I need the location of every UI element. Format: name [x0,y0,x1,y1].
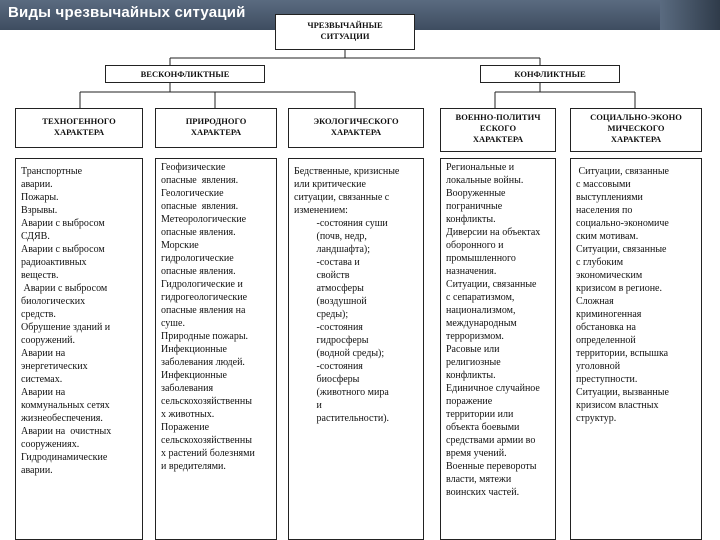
detail-line: структур. [576,413,617,424]
detail-line: сооружениях. [21,439,80,450]
category-ecological [288,108,424,148]
category-line: ХАРАКТЕРА [53,127,105,137]
detail-line: Сложная [576,296,614,307]
conflict-box [480,65,620,83]
category-technogenic [15,108,143,148]
detail-line: власти, мятежи [446,474,512,485]
detail-line: аварии. [21,465,53,476]
detail-line: Метеорологические [161,214,247,225]
detail-line: изменением: [294,205,348,216]
detail-line: сельскохозяйственны [161,435,252,446]
detail-line: энергетических [21,361,88,372]
category-line: ХАРАКТЕРА [610,134,662,144]
details-military-political [440,158,556,540]
detail-line: терроризмом. [446,331,504,342]
detail-line: жизнеобеспечения. [21,413,103,424]
detail-line: гидросферы [294,335,369,346]
detail-line: Геофизические [161,162,226,173]
level1-label: ВЕСКОНФЛИКТНЫЕ [140,69,230,79]
category-line: ЕСКОГО [479,123,517,133]
detail-line: Взрывы. [21,205,58,216]
detail-line: опасные явления. [161,201,239,212]
detail-line: опасные явления. [161,227,236,238]
detail-line: территории или [446,409,514,420]
detail-line: Единичное случайное [446,383,540,394]
detail-line: гидрологические [161,253,234,264]
detail-line: назначения. [446,266,497,277]
detail-line: среды); [294,309,349,320]
detail-line: определенной [576,335,636,346]
detail-line: свойств [294,270,350,281]
slide-title: Виды чрезвычайных ситуаций [8,4,246,21]
detail-line: СДЯВ. [21,231,50,242]
details-ecological [288,158,424,540]
detail-line: поражение [446,396,493,407]
detail-line: средствами армии во [446,435,536,446]
detail-line: (животного мира [294,387,389,398]
detail-line: системах. [21,374,63,385]
non-conflict-box [105,65,265,83]
detail-line: Природные пожары. [161,331,249,342]
detail-line: х животных. [161,409,215,420]
category-line: ХАРАКТЕРА [190,127,242,137]
detail-line: Ситуации, вызванные [576,387,669,398]
detail-line: биосферы [294,374,360,385]
detail-line: -состояния суши [294,218,388,229]
category-line: СОЦИАЛЬНО-ЭКОНО [590,112,682,122]
detail-line: Аварии с выбросом [21,218,105,229]
detail-line: Гидрологические и [161,279,243,290]
details-socio-economic [570,158,702,540]
detail-line: Аварии на очистных [21,426,112,437]
detail-line: веществ. [21,270,59,281]
detail-line: Аварии на [21,348,66,359]
detail-line: (водной среды); [294,348,385,359]
root-line: ЧРЕЗВЫЧАЙНЫЕ [307,20,383,30]
detail-line: Пожары. [21,192,59,203]
detail-line: ситуации, связанные с [294,192,390,203]
root-box [275,14,415,50]
detail-line: аварии. [21,179,53,190]
detail-line: Диверсии на объектах [446,227,541,238]
detail-line: выступлениями [576,192,643,203]
detail-line: кризисом в регионе. [576,283,662,294]
category-line: МИЧЕСКОГО [607,123,665,133]
detail-line: и [294,400,322,411]
category-socio-economic [570,108,702,152]
detail-line: объекта боевыми [446,422,520,433]
detail-line: сооружений. [21,335,75,346]
detail-line: с сепаратизмом, [446,292,515,303]
detail-line: средств. [21,309,56,320]
detail-line: обстановка на [576,322,636,333]
details-natural [155,158,277,540]
detail-line: с глубоким [576,257,624,268]
detail-line: биологических [21,296,86,307]
detail-line: Региональные и [446,162,515,173]
details-technogenic [15,158,143,540]
detail-line: радиоактивных [21,257,87,268]
detail-line: Аварии с выбросом [21,244,105,255]
detail-line: коммунальных сетях [21,400,110,411]
category-line: ХАРАКТЕРА [472,134,524,144]
detail-line: Ситуации, связанные [576,166,669,177]
detail-line: время учений. [446,448,507,459]
detail-line: конфликты. [446,214,496,225]
category-natural [155,108,277,148]
detail-line: пограничные [446,201,503,212]
detail-line: национализмом, [446,305,516,316]
level1-label: КОНФЛИКТНЫЕ [514,69,586,79]
detail-line: Обрушение зданий и [21,322,111,333]
detail-line: Ситуации, связанные [576,244,667,255]
detail-line: социально-экономиче [576,218,669,229]
detail-line: Инфекционные [161,344,227,355]
detail-line: воинских частей. [446,487,520,498]
detail-line: растительности). [294,413,390,424]
category-line: ПРИРОДНОГО [185,116,247,126]
detail-line: криминогенная [576,309,642,320]
detail-line: х растений болезнями [161,448,255,459]
detail-line: Транспортные [21,166,83,177]
detail-line: Гидродинамические [21,452,108,463]
detail-line: опасные явления. [161,266,236,277]
detail-line: кризисом властных [576,400,659,411]
detail-line: Поражение [161,422,210,433]
detail-line: экономическим [576,270,643,281]
detail-line: заболевания людей. [161,357,245,368]
detail-line: -состояния [294,361,363,372]
detail-line: ским мотивам. [576,231,639,242]
detail-line: и вредителями. [161,461,226,472]
detail-line: уголовной [576,361,621,372]
detail-line: гидрогеологические [161,292,248,303]
detail-line: промышленного [446,253,516,264]
root-line: СИТУАЦИИ [320,31,370,41]
detail-line: или критические [294,179,366,190]
detail-line: ландшафта); [294,244,371,255]
detail-line: (почв, недр, [294,231,367,242]
category-line: ВОЕННО-ПОЛИТИЧ [455,112,541,122]
detail-line: суше. [161,318,185,329]
detail-line: -состояния [294,322,363,333]
detail-line: оборонного и [446,240,504,251]
detail-line: конфликты. [446,370,496,381]
category-military-political [440,108,556,152]
detail-line: религиозные [446,357,501,368]
category-line: ХАРАКТЕРА [330,127,382,137]
detail-line: Вооруженные [446,188,506,199]
detail-line: атмосферы [294,283,364,294]
detail-line: сельскохозяйственны [161,396,252,407]
detail-line: (воздушной [294,296,367,307]
detail-line: Расовые или [446,344,500,355]
detail-line: Геологические [161,188,224,199]
detail-line: Морские [161,240,199,251]
detail-line: Военные перевороты [446,461,537,472]
detail-line: заболевания [161,383,214,394]
detail-line: -состава и [294,257,360,268]
category-line: ТЕХНОГЕННОГО [42,116,116,126]
detail-line: Аварии на [21,387,66,398]
detail-line: территории, вспышка [576,348,669,359]
detail-line: опасные явления на [161,305,246,316]
detail-line: Бедственные, кризисные [294,166,400,177]
detail-line: населения по [576,205,633,216]
detail-line: международным [446,318,517,329]
detail-line: Аварии с выбросом [21,283,108,294]
detail-line: опасные явления. [161,175,239,186]
detail-line: с массовыми [576,179,631,190]
detail-line: Ситуации, связанные [446,279,537,290]
category-line: ЭКОЛОГИЧЕСКОГО [313,116,399,126]
detail-line: Инфекционные [161,370,227,381]
detail-line: локальные войны. [446,175,524,186]
detail-line: преступности. [576,374,638,385]
